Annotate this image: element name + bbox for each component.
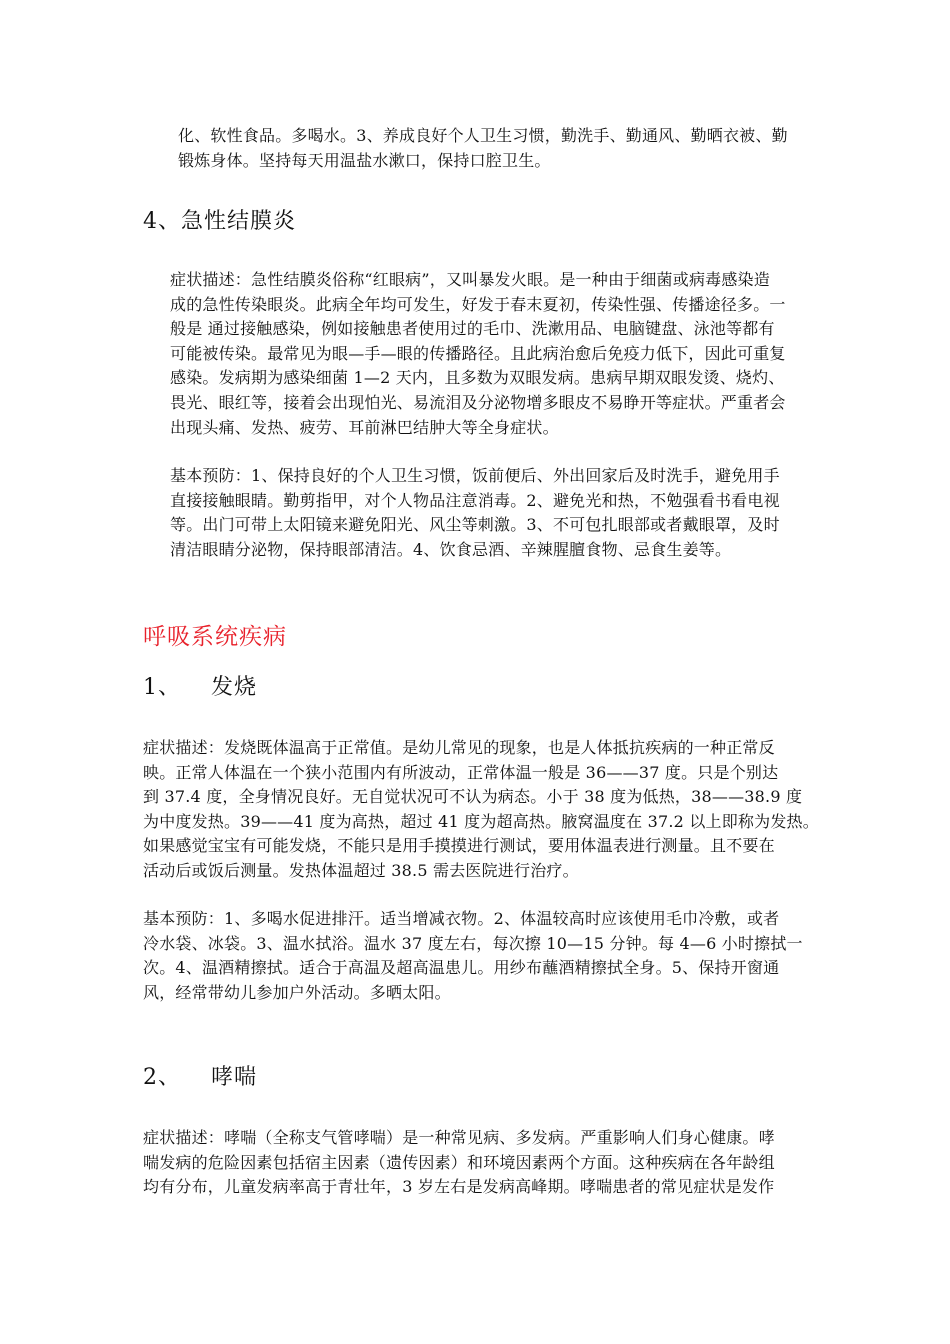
text-line: 症状描述：发烧既体温高于正常值。是幼儿常见的现象，也是人体抵抗疾病的一种正常反 (143, 738, 775, 757)
heading-title: 发烧 (211, 675, 258, 700)
text-line: 成的急性传染眼炎。此病全年均可发生，好发于春末夏初，传染性强、传播途径多。一 (170, 294, 786, 314)
text-line: 为中度发热。39——41 度为高热，超过 41 度为超高热。腋窝温度在 37.2 以上即称为发热。 (143, 811, 819, 831)
heading-number: 1、 (143, 675, 181, 700)
text-line: 喘发病的危险因素包括宿主因素（遗传因素）和环境因素两个方面。这种疾病在各年龄组 (143, 1152, 775, 1172)
text-line: 直接接触眼睛。勤剪指甲，对个人物品注意消毒。2、避免光和热，不勉强看书看电视 (170, 490, 780, 510)
text-line: 锻炼身体。坚持每天用温盐水漱口，保持口腔卫生。 (178, 150, 551, 170)
text-line: 冷水袋、冰袋。3、温水拭浴。温水 37 度左右，每次擦 10—15 分钟。每 4—6 小时擦拭一 (143, 933, 803, 953)
text-line: 症状描述：急性结膜炎俗称“红眼病”，又叫暴发火眼。是一种由于细菌或病毒感染造 (170, 270, 770, 289)
text-line: 基本预防：1、保持良好的个人卫生习惯，饭前便后、外出回家后及时洗手，避免用手 (170, 466, 780, 485)
text-line: 活动后或饭后测量。发热体温超过 38.5 需去医院进行治疗。 (143, 860, 579, 880)
text-line: 般是 通过接触感染，例如接触患者使用过的毛巾、洗漱用品、电脑键盘、泳池等都有 (170, 319, 775, 339)
text-line: 可能被传染。最常见为眼—手—眼的传播路径。且此病治愈后免疫力低下，因此可重复 (170, 343, 786, 363)
text-line: 感染。发病期为感染细菌 1—2 天内，且多数为双眼发病。患病早期双眼发烫、烧灼、 (170, 368, 785, 388)
text-line: 畏光、眼红等，接着会出现怕光、易流泪及分泌物增多眼皮不易睁开等症状。严重者会 (170, 392, 786, 412)
section-title-respiratory: 呼吸系统疾病 (143, 624, 287, 650)
text-line: 如果感觉宝宝有可能发烧，不能只是用手摸摸进行测试，要用体温表进行测量。且不要在 (143, 836, 775, 856)
text-line: 化、软性食品。多喝水。3、养成良好个人卫生习惯，勤洗手、勤通风、勤晒衣被、勤 (178, 126, 788, 145)
heading-title: 哮喘 (211, 1065, 258, 1090)
text-line: 清洁眼睛分泌物，保持眼部清洁。4、饮食忌酒、辛辣腥膻食物、忌食生姜等。 (170, 539, 732, 559)
heading-asthma (143, 1064, 257, 1092)
heading-fever (143, 674, 257, 702)
heading-number: 2、 (143, 1065, 181, 1090)
text-line: 风，经常带幼儿参加户外活动。多晒太阳。 (143, 982, 451, 1002)
conjunctivitis-prevention (170, 464, 780, 562)
fever-prevention (143, 907, 803, 1005)
heading-conjunctivitis: 4、急性结膜炎 (143, 209, 296, 234)
intro-paragraph (178, 124, 788, 173)
text-line: 到 37.4 度，全身情况良好。无自觉状况可不认为病态。小于 38 度为低热，38——38.9 度 (143, 787, 803, 807)
text-line: 次。4、温酒精擦拭。适合于高温及超高温患儿。用纱布蘸酒精擦拭全身。5、保持开窗通 (143, 958, 780, 978)
asthma-symptoms (143, 1126, 775, 1200)
text-line: 映。正常人体温在一个狭小范围内有所波动，正常体温一般是 36——37 度。只是个别达 (143, 762, 779, 782)
text-line: 均有分布，儿童发病率高于青壮年，3 岁左右是发病高峰期。哮喘患者的常见症状是发作 (143, 1177, 775, 1197)
fever-symptoms (143, 736, 819, 884)
text-line: 等。出门可带上太阳镜来避免阳光、风尘等刺激。3、不可包扎眼部或者戴眼罩，及时 (170, 515, 780, 535)
text-line: 症状描述：哮喘（全称支气管哮喘）是一种常见病、多发病。严重影响人们身心健康。哮 (143, 1128, 775, 1147)
text-line: 出现头痛、发热、疲劳、耳前淋巴结肿大等全身症状。 (170, 417, 559, 437)
text-line: 基本预防：1、多喝水促进排汗。适当增减衣物。2、体温较高时应该使用毛巾冷敷，或者 (143, 909, 780, 928)
conjunctivitis-symptoms (170, 268, 786, 440)
